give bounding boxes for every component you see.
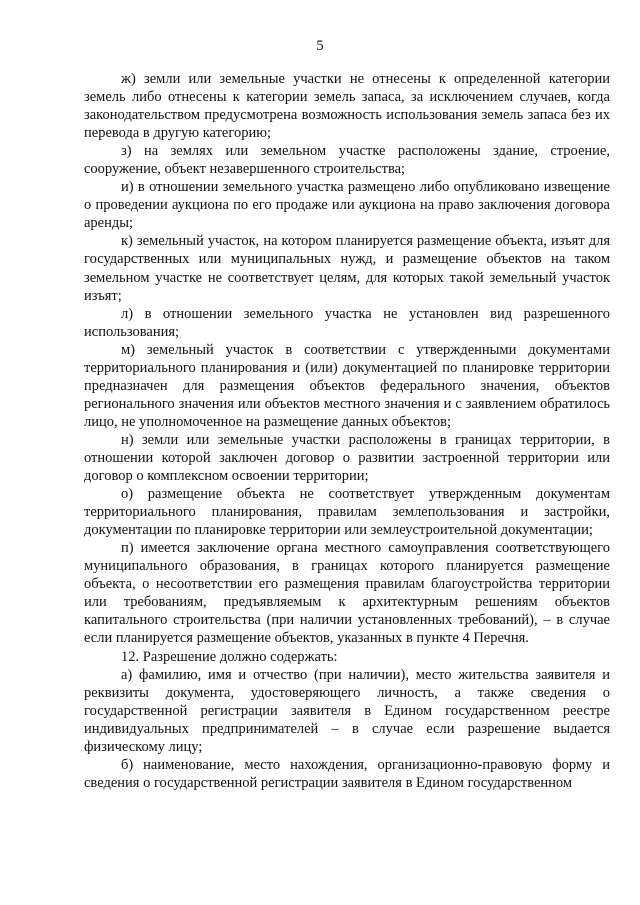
paragraph-i: и) в отношении земельного участка размещено либо опубликовано извещение о проведении аукциона по его продаже или аукциона на право заключения договора аренды;	[84, 179, 610, 232]
paragraph-l: л) в отношении земельного участка не установлен вид разрешенного использования;	[84, 305, 610, 340]
paragraph-b: б) наименование, место нахождения, организационно-правовую форму и сведения о государственной регистрации заявителя в Едином государственном	[84, 756, 610, 791]
paragraph-p: п) имеется заключение органа местного самоуправления соответствующего муниципального образования, в границах которого планируется размещение объекта, о несоответствии его размещения правилам благоустройства территории или требованиям, предъявляемым к архитектурным решениям объектов капитального строительства (при наличии установленных требований), – в случае если планируется размещение объектов, указанных в пункте 4 Перечня.	[84, 540, 610, 647]
paragraph-z: з) на землях или земельном участке расположены здание, строение, сооружение, объект незавершенного строительства;	[84, 143, 610, 178]
paragraph-zh: ж) земли или земельные участки не отнесены к определенной категории земель либо отнесены к категории земель запаса, за исключением случаев, когда законодательством предусмотрена возможность использования земель запаса без их перевода в другую категорию;	[84, 71, 610, 142]
paragraph-m: м) земельный участок в соответствии с утвержденными документами территориального планирования и (или) документацией по планировке территории предназначен для размещения объектов федерального значения, объектов регионального значения или объектов местного значения и с заявлением обратилось лицо, не уполномоченное на размещение данных объектов;	[84, 341, 610, 430]
section-12-heading: 12. Разрешение должно содержать:	[121, 648, 338, 665]
page-number: 5	[316, 38, 324, 54]
paragraph-n: н) земли или земельные участки расположены в границах территории, в отношении которой заключен договор о развитии застроенной территории или договор о комплексном освоении территории;	[84, 431, 610, 485]
document-body	[84, 70, 610, 792]
paragraph-k: к) земельный участок, на котором планируется размещение объекта, изъят для государственных или муниципальных нужд, и размещение объектов на таком земельном участке не соответствует целям, для которых такой земельный участок изъят;	[84, 233, 610, 304]
paragraph-o: о) размещение объекта не соответствует утвержденным документам территориального планирования, правилам землепользования и застройки, документации по планировке территории или землеустроительной документации;	[84, 486, 610, 539]
paragraph-a: а) фамилию, имя и отчество (при наличии), место жительства заявителя и реквизиты документа, удостоверяющего личность, а также сведения о государственной регистрации заявителя в Едином государственном реестре индивидуальных предпринимателей – в случае если разрешение выдается физическому лицу;	[84, 666, 610, 755]
